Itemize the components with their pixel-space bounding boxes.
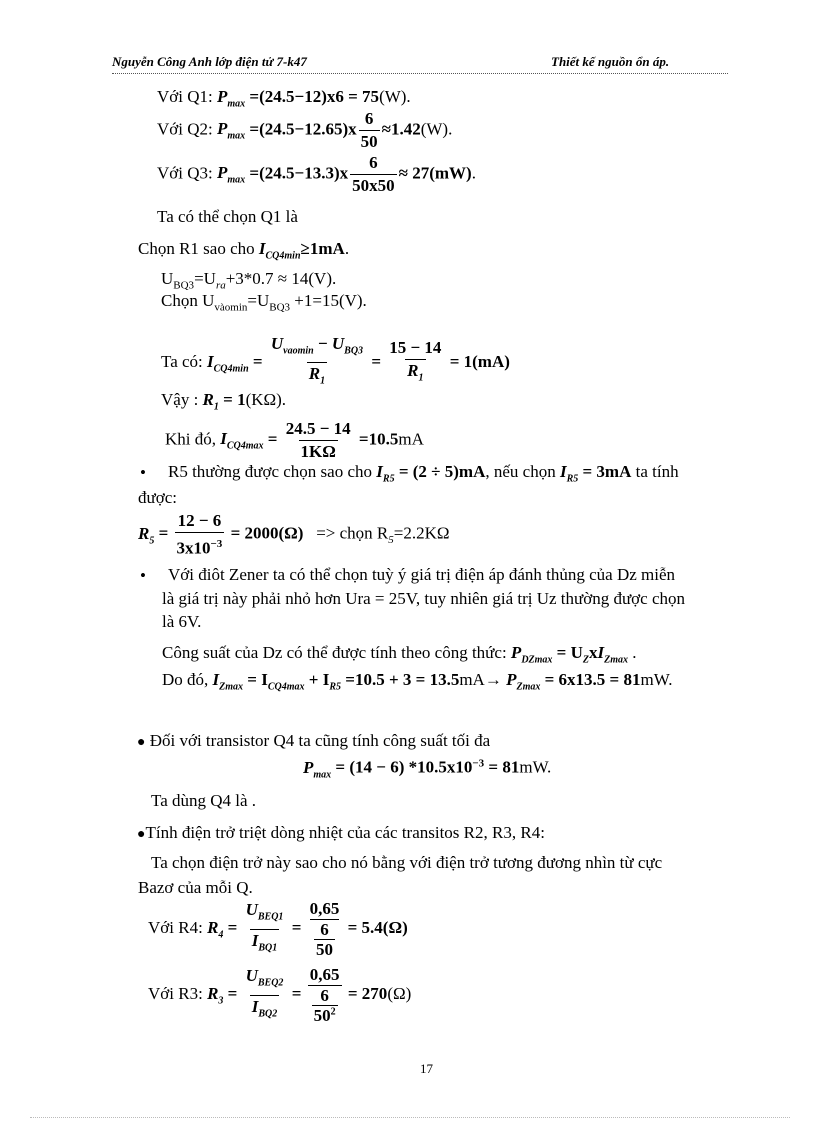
zener-line2: là giá trị này phải nhỏ hơn Ura = 25V, tuy nhiên giá trị Uz thường được chọn [162,589,686,608]
khi-do-line: Khi đó, $I_{CQ4max}$ = $\frac{24.5 - 14}{1K\Omega}$ =10.5mA [165,419,424,461]
vay-line: Vậy : $R_1 = 1(K\Omega)$. [161,390,287,413]
r5-line1: R5 thường được chọn sao cho $I_{R5} = (2 \div 5)mA$, nếu chọn $I_{R5} = 3mA$ ta tính [168,462,679,485]
zener-line3: là 6V. [162,612,202,631]
r5-line2: được: [138,488,177,507]
q4-calc: $P_{max} = (14 - 6) *10.5x10^{-3} = 81mW$. [303,757,552,781]
footer-rule [30,1117,790,1118]
ubq3-line: $U_{BQ3}=U_{ra}+3*0.7 \approx 14(V)$. [161,269,337,292]
q3-line: Với Q3: $P_{max} =(24.5-13.3)x$ $\frac{6}{50x50}$ ≈ 27(mW). [157,153,476,195]
tinh-dien-tro: ●Tính điện trở triệt dòng nhiệt của các transitos R2, R3, R4: [137,823,545,842]
ta-chon-line2: Bazơ của mỗi Q. [138,878,253,897]
q2-line: Với Q2: $P_{max} =(24.5-12.65)x$ $\frac{6}{50}$ ≈1.42(W). [157,109,453,151]
zener-bullet: • [140,566,146,585]
choose-q1: Ta có thể chọn Q1 là [157,207,298,226]
r5-bullet: • [140,463,146,482]
ta-co-line: Ta có: $I_{CQ4min}$ = $U_{vaomin} - U_{BQ3}$ $R_1$ = $\frac{15 - 14}{R_1}$ = 1(mA) [161,333,510,393]
chon-u-line: Chọn $U_{vàomin}=U_{BQ3} +1=15(V)$. [161,291,367,314]
page-number: 17 [420,1061,433,1076]
r3-line: Với R3: $R_3$ = $U_{BEQ2}$ $I_{BQ2}$ = $\frac{0,65}{\frac{6}{50^2}}$ = 270(Ω) [148,965,412,1026]
zener-line1: Với điôt Zener ta có thể chọn tuỳ ý giá trị điện áp đánh thủng của Dz miễn [168,565,676,584]
chon-r1: Chọn R1 sao cho $I_{CQ4min}\ge 1mA$. [138,239,350,262]
header-left: Nguyễn Công Anh lớp điện tử 7-k47 [112,54,307,69]
q1-line: Với Q1: $P_{max} =(24.5-12)x6 = 75(W)$. [157,87,411,110]
header-rule [112,73,728,74]
do-do-line: Do đó, $I_{Zmax} = I_{CQ4max} + I_{R5} =10.5 + 3 = 13.5mA\to P_{Zmax} = 6x13.5 = 81mW$. [162,670,673,693]
cong-suat-line: Công suất của Dz có thể được tính theo công thức: $P_{DZmax} = U_ZxI_{Zmax}$ . [162,643,637,666]
r4-line: Với R4: $R_4$ = $U_{BEQ1}$ $I_{BQ1}$ = $\frac{0,65}{\frac{6}{50}}$ = 5.4(Ω) [148,899,408,960]
dung-q4: Ta dùng Q4 là . [151,791,257,810]
q4-line: ● Đối với transistor Q4 ta cũng tính công suất tối đa [137,731,491,750]
ta-chon-line1: Ta chọn điện trở này sao cho nó bằng với điện trở tương đương nhìn từ cực [151,853,663,872]
r5-calc: $R_5$ = $\frac{12 - 6}{3x10^{-3}}$ = 2000(Ω) => chọn $R_5=2.2K\Omega$ [138,511,450,558]
header-right: Thiết kế nguồn ổn áp. [551,54,670,69]
